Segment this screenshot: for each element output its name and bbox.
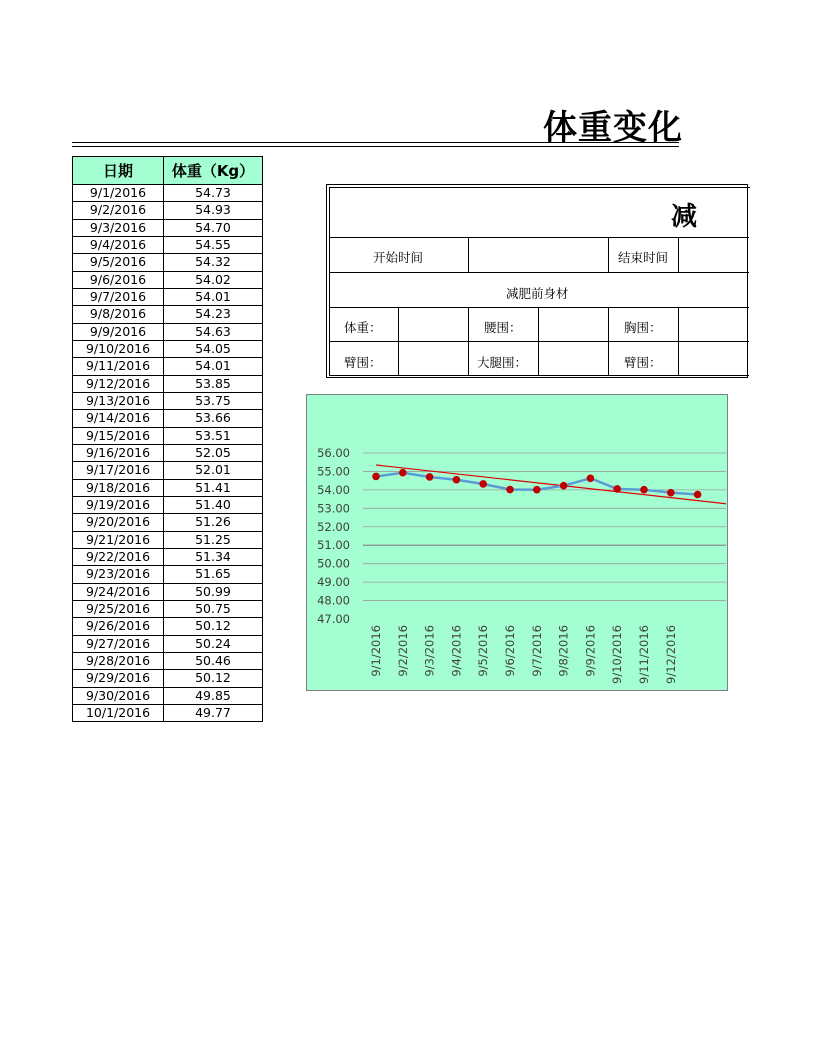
weight-cell[interactable]: 51.40 xyxy=(164,496,263,513)
data-point xyxy=(587,474,595,482)
data-point xyxy=(506,486,514,494)
weight-cell[interactable]: 51.26 xyxy=(164,514,263,531)
weight-label: 体重： xyxy=(344,320,382,335)
data-point xyxy=(613,485,621,493)
table-row xyxy=(73,340,263,357)
start-time-label: 开始时间 xyxy=(373,250,424,265)
weight-cell[interactable]: 54.70 xyxy=(164,219,263,236)
y-tick-label: 48.00 xyxy=(317,593,350,608)
date-cell[interactable]: 9/17/2016 xyxy=(73,462,164,479)
table-row xyxy=(73,687,263,704)
date-cell[interactable]: 9/7/2016 xyxy=(73,288,164,305)
date-cell[interactable]: 9/6/2016 xyxy=(73,271,164,288)
weight-cell[interactable]: 54.01 xyxy=(164,358,263,375)
weight-line-chart xyxy=(306,394,726,692)
table-row xyxy=(73,288,263,305)
data-point xyxy=(694,491,702,499)
data-point xyxy=(399,469,407,477)
date-cell[interactable]: 9/14/2016 xyxy=(73,410,164,427)
weight-cell[interactable]: 53.51 xyxy=(164,427,263,444)
table-row xyxy=(73,202,263,219)
weight-cell[interactable]: 54.73 xyxy=(164,185,263,202)
date-cell[interactable]: 9/1/2016 xyxy=(73,185,164,202)
form-divider xyxy=(398,307,399,375)
table-row xyxy=(73,306,263,323)
date-cell[interactable]: 9/3/2016 xyxy=(73,219,164,236)
weight-cell[interactable]: 54.02 xyxy=(164,271,263,288)
form-divider xyxy=(538,307,539,375)
weight-cell[interactable]: 53.85 xyxy=(164,375,263,392)
table-row xyxy=(73,462,263,479)
table-row xyxy=(73,444,263,461)
date-cell[interactable]: 9/9/2016 xyxy=(73,323,164,340)
form-divider xyxy=(329,341,749,342)
table-row xyxy=(73,271,263,288)
form-divider xyxy=(468,307,469,375)
weight-table xyxy=(72,156,263,722)
chest-label: 胸围： xyxy=(624,320,662,335)
weight-cell[interactable]: 54.01 xyxy=(164,288,263,305)
x-tick-label: 9/5/2016 xyxy=(476,625,491,677)
form-divider xyxy=(678,307,679,375)
weight-cell[interactable]: 51.65 xyxy=(164,566,263,583)
date-cell[interactable]: 9/19/2016 xyxy=(73,496,164,513)
x-tick-label: 9/9/2016 xyxy=(583,625,598,677)
weight-cell[interactable]: 54.23 xyxy=(164,306,263,323)
x-tick-label: 9/2/2016 xyxy=(395,625,410,677)
table-row xyxy=(73,185,263,202)
date-cell[interactable]: 9/13/2016 xyxy=(73,392,164,409)
weight-cell[interactable]: 52.01 xyxy=(164,462,263,479)
weight-cell[interactable]: 50.24 xyxy=(164,635,263,652)
weight-table-body xyxy=(73,185,263,722)
weight-cell[interactable]: 50.12 xyxy=(164,618,263,635)
weight-cell[interactable]: 50.46 xyxy=(164,652,263,669)
table-row xyxy=(73,254,263,271)
y-tick-label: 55.00 xyxy=(317,464,350,479)
start-time-field[interactable] xyxy=(470,238,607,271)
weight-cell[interactable]: 49.85 xyxy=(164,687,263,704)
x-tick-label: 9/11/2016 xyxy=(637,625,651,684)
date-cell[interactable]: 9/21/2016 xyxy=(73,531,164,548)
weight-cell[interactable]: 49.77 xyxy=(164,704,263,721)
table-row xyxy=(73,219,263,236)
table-row xyxy=(73,566,263,583)
waist-field[interactable] xyxy=(540,308,607,340)
form-divider xyxy=(678,237,679,272)
form-divider xyxy=(329,375,749,376)
data-point xyxy=(426,473,434,481)
date-cell[interactable]: 9/16/2016 xyxy=(73,444,164,461)
x-tick-label: 9/3/2016 xyxy=(422,625,437,677)
y-tick-label: 56.00 xyxy=(317,446,350,460)
date-cell[interactable]: 9/27/2016 xyxy=(73,635,164,652)
form-divider xyxy=(468,237,469,272)
weight-cell[interactable]: 54.32 xyxy=(164,254,263,271)
data-point xyxy=(667,489,675,497)
x-tick-label: 9/12/2016 xyxy=(663,625,678,684)
form-heading: 减 xyxy=(671,202,698,232)
arm-label: 臂围： xyxy=(344,355,382,370)
form-divider xyxy=(329,272,749,273)
weight-cell[interactable]: 50.75 xyxy=(164,600,263,617)
weight-cell[interactable]: 53.75 xyxy=(164,392,263,409)
data-point xyxy=(372,473,380,481)
y-tick-label: 51.00 xyxy=(317,538,350,553)
form-divider xyxy=(608,237,609,272)
weight-field[interactable] xyxy=(400,308,467,340)
table-row xyxy=(73,410,263,427)
thigh-label: 大腿围： xyxy=(477,355,528,370)
before-diet-label: 减肥前身材 xyxy=(506,286,569,301)
date-cell[interactable]: 9/10/2016 xyxy=(73,340,164,357)
date-cell[interactable]: 9/25/2016 xyxy=(73,600,164,617)
date-cell[interactable]: 9/30/2016 xyxy=(73,687,164,704)
weight-cell[interactable]: 54.55 xyxy=(164,236,263,253)
weight-cell[interactable]: 51.41 xyxy=(164,479,263,496)
date-cell[interactable]: 9/22/2016 xyxy=(73,548,164,565)
table-row xyxy=(73,323,263,340)
weight-cell[interactable]: 52.05 xyxy=(164,444,263,461)
y-tick-label: 53.00 xyxy=(317,501,350,516)
y-tick-label: 54.00 xyxy=(317,482,350,497)
table-row xyxy=(73,583,263,600)
x-tick-label: 9/4/2016 xyxy=(449,625,464,677)
date-cell[interactable]: 9/26/2016 xyxy=(73,618,164,635)
y-tick-label: 47.00 xyxy=(317,612,350,626)
weight-cell[interactable]: 54.93 xyxy=(164,202,263,219)
table-row xyxy=(73,392,263,409)
date-cell[interactable]: 10/1/2016 xyxy=(73,704,164,721)
weight-cell[interactable]: 51.34 xyxy=(164,548,263,565)
data-point xyxy=(479,480,487,488)
date-cell[interactable]: 9/29/2016 xyxy=(73,670,164,687)
table-row xyxy=(73,514,263,531)
arm-label-2: 臂围： xyxy=(624,355,662,370)
form-divider xyxy=(608,307,609,375)
date-cell[interactable]: 9/4/2016 xyxy=(73,236,164,253)
title-rule-bottom xyxy=(72,146,679,147)
diet-record-form xyxy=(326,184,698,380)
data-point xyxy=(453,476,461,484)
thigh-field[interactable] xyxy=(540,342,607,374)
date-cell[interactable]: 9/20/2016 xyxy=(73,514,164,531)
table-row xyxy=(73,236,263,253)
x-tick-label: 9/7/2016 xyxy=(529,625,544,677)
weight-chart-area xyxy=(306,394,680,692)
table-row xyxy=(73,375,263,392)
table-row xyxy=(73,635,263,652)
date-cell[interactable]: 9/15/2016 xyxy=(73,427,164,444)
arm-field[interactable] xyxy=(400,342,467,374)
x-tick-label: 9/6/2016 xyxy=(503,625,517,677)
table-row xyxy=(73,496,263,513)
data-point xyxy=(640,486,648,494)
date-cell[interactable]: 9/5/2016 xyxy=(73,254,164,271)
y-tick-label: 52.00 xyxy=(317,519,350,534)
date-cell[interactable]: 9/11/2016 xyxy=(73,358,164,375)
weight-cell[interactable]: 54.05 xyxy=(164,340,263,357)
table-row xyxy=(73,670,263,687)
date-cell[interactable]: 9/2/2016 xyxy=(73,202,164,219)
trend-line xyxy=(376,465,726,504)
weight-cell[interactable]: 53.66 xyxy=(164,410,263,427)
weight-cell[interactable]: 50.12 xyxy=(164,670,263,687)
table-row xyxy=(73,531,263,548)
y-tick-label: 50.00 xyxy=(317,556,350,571)
data-point xyxy=(533,486,541,494)
end-time-label: 结束时间 xyxy=(618,250,669,265)
table-row xyxy=(73,652,263,669)
weight-cell[interactable]: 54.63 xyxy=(164,323,263,340)
waist-label: 腰围： xyxy=(484,320,522,335)
date-cell[interactable]: 9/24/2016 xyxy=(73,583,164,600)
table-row xyxy=(73,358,263,375)
date-cell[interactable]: 9/12/2016 xyxy=(73,375,164,392)
table-row xyxy=(73,600,263,617)
table-row xyxy=(73,479,263,496)
title-rule-top xyxy=(72,142,679,143)
x-tick-label: 9/8/2016 xyxy=(556,625,571,677)
date-column-header: 日期 xyxy=(73,157,164,185)
table-row xyxy=(73,548,263,565)
page-title: 体重变化 xyxy=(543,108,683,148)
date-cell[interactable]: 9/8/2016 xyxy=(73,306,164,323)
y-tick-label: 49.00 xyxy=(317,575,350,590)
weight-column-header: 体重（Kg） xyxy=(164,157,263,185)
data-point xyxy=(560,482,568,490)
table-row xyxy=(73,618,263,635)
date-cell[interactable]: 9/23/2016 xyxy=(73,566,164,583)
weight-cell[interactable]: 51.25 xyxy=(164,531,263,548)
date-cell[interactable]: 9/18/2016 xyxy=(73,479,164,496)
form-divider xyxy=(329,307,749,308)
x-tick-label: 9/1/2016 xyxy=(369,625,383,677)
weight-cell[interactable]: 50.99 xyxy=(164,583,263,600)
table-row xyxy=(73,704,263,721)
table-row xyxy=(73,427,263,444)
date-cell[interactable]: 9/28/2016 xyxy=(73,652,164,669)
x-tick-label: 9/10/2016 xyxy=(610,625,625,684)
